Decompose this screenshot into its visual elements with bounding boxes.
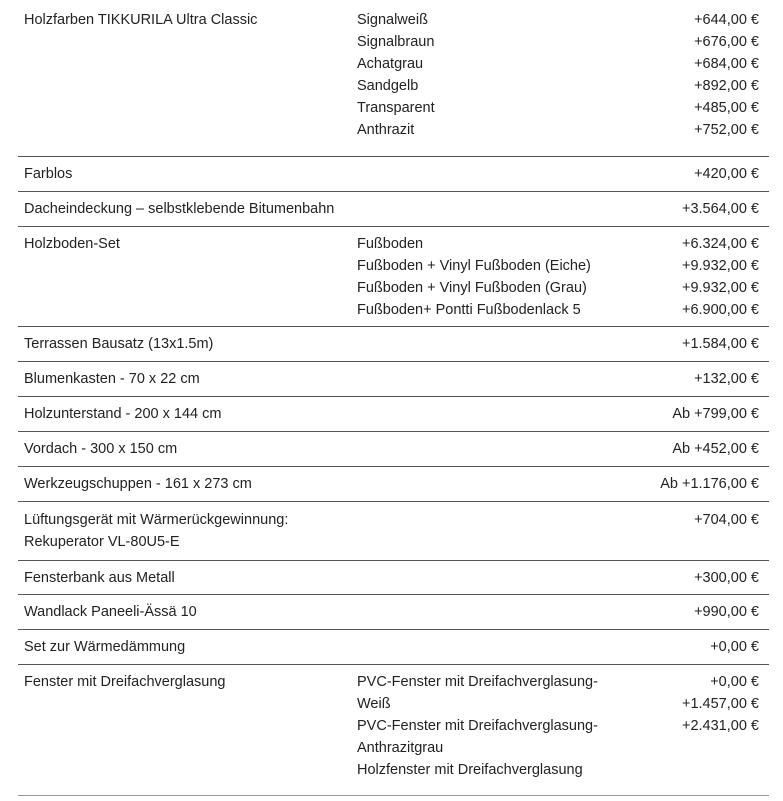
price: +9.932,00 €: [681, 258, 759, 274]
option-name: [18, 567, 357, 594]
variant-label[interactable]: PVC-Fenster mit Dreifachverglasung-Anthrazitgrau: [357, 718, 598, 756]
table-row: [18, 561, 769, 595]
option-variants: [357, 233, 617, 326]
price: +9.932,00 €: [681, 280, 759, 296]
price-table: [18, 0, 769, 796]
option-variants: [357, 601, 617, 629]
option-prices: [617, 567, 769, 594]
table-row: [18, 227, 769, 327]
variant-label[interactable]: Fußboden + Vinyl Fußboden (Eiche): [357, 258, 591, 274]
table-row: [18, 362, 769, 397]
option-variants: [357, 473, 617, 501]
variant-label[interactable]: Fußboden+ Pontti Fußbodenlack 5: [357, 302, 581, 318]
option-variants: [357, 636, 617, 664]
option-name: [18, 368, 357, 396]
option-name: [18, 9, 357, 156]
option-name-text: Holzunterstand - 200 x 144 cm: [24, 406, 222, 422]
price: +485,00 €: [694, 100, 759, 116]
table-row: [18, 595, 769, 630]
option-variants: [357, 9, 617, 156]
table-row: [18, 157, 769, 192]
table-row: [18, 502, 769, 561]
option-name: [18, 163, 357, 191]
table-row: [18, 327, 769, 362]
option-name-text: Farblos: [24, 166, 73, 182]
option-name-text: Holzfarben TIKKURILA Ultra Classic: [24, 12, 258, 28]
option-name-text: Rekuperator VL-80U5-E: [24, 534, 180, 550]
price: +2.431,00 €: [681, 718, 759, 734]
price: Ab +799,00 €: [672, 406, 759, 422]
option-variants: [357, 333, 617, 361]
option-name-text: Dacheindeckung – selbstklebende Bitumenbahn: [24, 201, 335, 217]
table-row: [18, 432, 769, 467]
variant-label[interactable]: Fußboden + Vinyl Fußboden (Grau): [357, 280, 587, 296]
price: Ab +452,00 €: [672, 441, 759, 457]
option-name-text: Fenster mit Dreifachverglasung: [24, 674, 226, 690]
option-prices: [617, 636, 769, 664]
option-prices: [607, 671, 769, 795]
option-prices: [617, 509, 769, 560]
option-prices: [617, 473, 769, 501]
option-name: [18, 671, 357, 795]
price: +132,00 €: [694, 371, 759, 387]
option-name-text: Blumenkasten - 70 x 22 cm: [24, 371, 200, 387]
option-name-text: Terrassen Bausatz (13x1.5m): [24, 336, 214, 352]
price: +990,00 €: [694, 604, 759, 620]
option-prices: [617, 438, 769, 466]
option-name: [18, 601, 357, 629]
variant-label[interactable]: Fußboden: [357, 236, 424, 252]
option-name: [18, 473, 357, 501]
option-variants: [357, 671, 607, 795]
price: +6.900,00 €: [681, 302, 759, 318]
variant-label[interactable]: Anthrazit: [357, 122, 415, 138]
variant-label[interactable]: Sandgelb: [357, 78, 419, 94]
price: +684,00 €: [694, 56, 759, 72]
price: +0,00 €: [710, 674, 759, 690]
option-variants: [357, 567, 617, 594]
table-row: [18, 630, 769, 665]
variant-label[interactable]: Signalweiß: [357, 12, 428, 28]
price: +644,00 €: [694, 12, 759, 28]
price: +420,00 €: [694, 166, 759, 182]
option-prices: [617, 163, 769, 191]
option-name-text: Vordach - 300 x 150 cm: [24, 441, 178, 457]
price: +300,00 €: [694, 570, 759, 586]
option-name: [18, 636, 357, 664]
option-prices: [617, 368, 769, 396]
variant-label[interactable]: Holzfenster mit Dreifachverglasung: [357, 762, 583, 778]
option-name-text: Lüftungsgerät mit Wärmerückgewinnung:: [24, 512, 289, 528]
option-prices: [617, 233, 769, 326]
option-name-text: Wandlack Paneeli-Ässä 10: [24, 604, 197, 620]
option-variants: [357, 368, 617, 396]
table-row: [18, 467, 769, 502]
table-row: [18, 665, 769, 796]
price: +892,00 €: [694, 78, 759, 94]
option-prices: [617, 9, 769, 156]
variant-label[interactable]: Achatgrau: [357, 56, 424, 72]
price: +676,00 €: [694, 34, 759, 50]
price: +1.457,00 €: [681, 696, 759, 712]
option-name-text: Werkzeugschuppen - 161 x 273 cm: [24, 476, 252, 492]
price: +704,00 €: [694, 512, 759, 528]
option-variants: [357, 509, 617, 560]
price: +1.584,00 €: [681, 336, 759, 352]
option-name: [18, 233, 357, 326]
variant-label[interactable]: Signalbraun: [357, 34, 435, 50]
option-name: [18, 403, 357, 431]
option-name: [18, 333, 357, 361]
price: +6.324,00 €: [681, 236, 759, 252]
option-name: [18, 198, 617, 226]
option-prices: [617, 601, 769, 629]
option-name-text: Fensterbank aus Metall: [24, 570, 175, 586]
table-row: [18, 192, 769, 227]
table-row: [18, 397, 769, 432]
option-name-text: Set zur Wärmedämmung: [24, 639, 186, 655]
table-row: [18, 0, 769, 157]
option-name: [18, 509, 357, 560]
option-variants: [357, 403, 617, 431]
variant-label[interactable]: Transparent: [357, 100, 435, 116]
option-prices: [617, 403, 769, 431]
option-variants: [357, 163, 617, 191]
option-name-text: Holzboden-Set: [24, 236, 120, 252]
price: +752,00 €: [694, 122, 759, 138]
price: +0,00 €: [710, 639, 759, 655]
option-prices: [617, 198, 769, 226]
price: +3.564,00 €: [681, 201, 759, 217]
variant-label[interactable]: PVC-Fenster mit Dreifachverglasung-Weiß: [357, 674, 598, 712]
option-prices: [617, 333, 769, 361]
option-variants: [357, 438, 617, 466]
option-name: [18, 438, 357, 466]
price: Ab +1.176,00 €: [660, 476, 759, 492]
